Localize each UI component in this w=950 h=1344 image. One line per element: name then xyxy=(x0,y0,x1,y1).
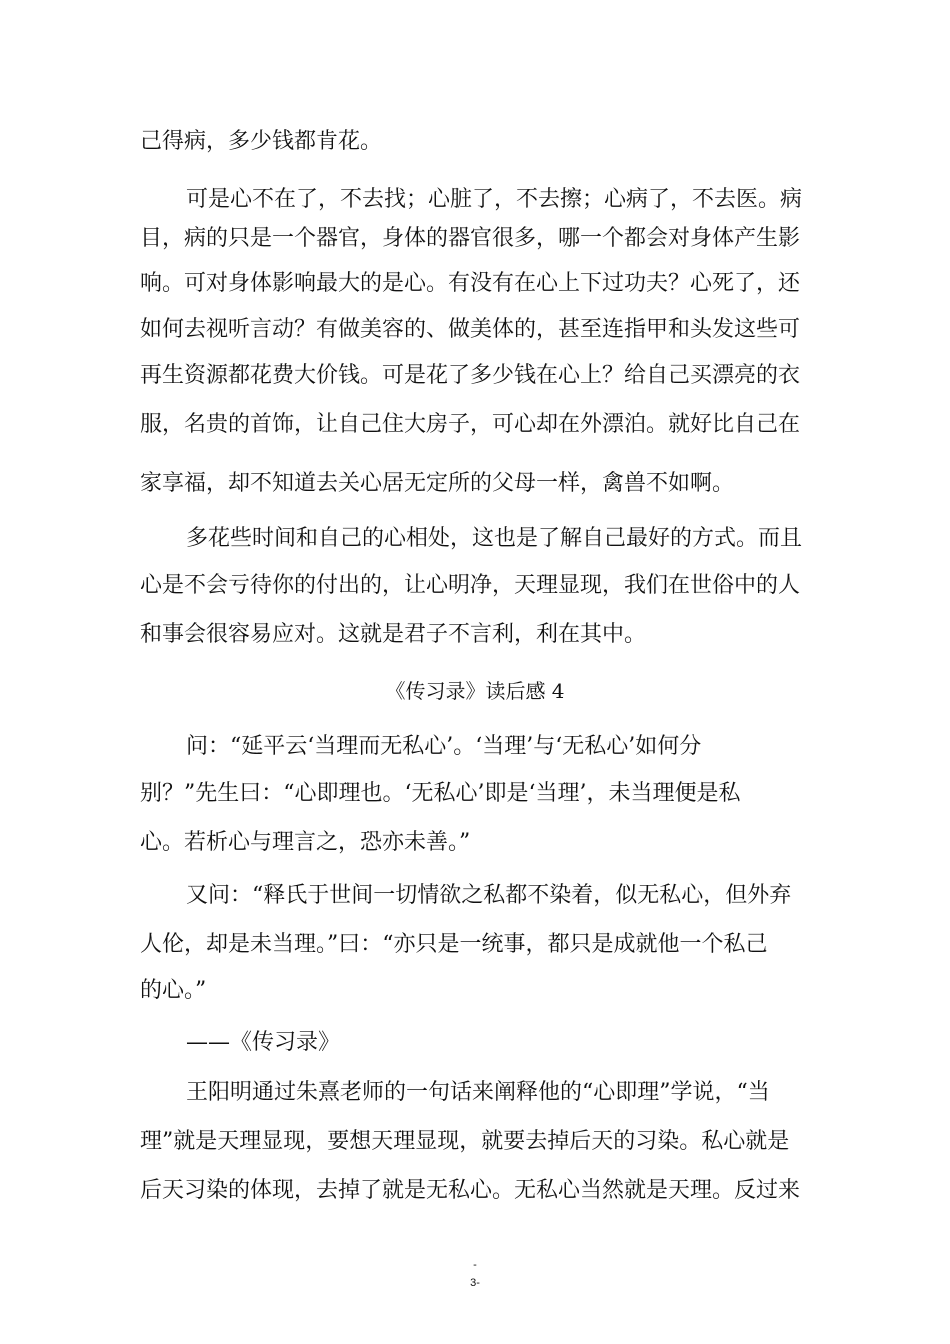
paragraph-line: 和事会很容易应对。这就是君子不言利，利在其中。 xyxy=(140,622,647,647)
paragraph-line: 如何去视听言动？有做美容的、做美体的，甚至连指甲和头发这些可 xyxy=(140,317,801,342)
paragraph-line: 心是不会亏待你的付出的，让心明净，天理显现，我们在世俗中的人 xyxy=(140,573,801,598)
paragraph-line: 可是心不在了，不去找；心脏了，不去擦；心病了，不去医。病 xyxy=(186,187,803,212)
paragraph-line: 心。若析心与理言之，恐亦未善。” xyxy=(140,830,471,855)
paragraph-line: 再生资源都花费大价钱。可是花了多少钱在心上？给自己买漂亮的衣 xyxy=(140,363,801,388)
paragraph-line: 问：“延平云‘当理而无私心’。‘当理’与‘无私心’如何分 xyxy=(186,734,702,759)
section-heading: 《传习录》读后感 4 xyxy=(385,679,565,703)
paragraph-line: 理”就是天理显现，要想天理显现，就要去掉后天的习染。私心就是 xyxy=(140,1129,790,1154)
footer-dash: - xyxy=(473,1259,477,1271)
paragraph-line: 多花些时间和自己的心相处，这也是了解自己最好的方式。而且 xyxy=(186,526,803,551)
paragraph-line: 响。可对身体影响最大的是心。有没有在心上下过功夫？心死了，还 xyxy=(140,271,801,296)
paragraph-line: 后天习染的体现，去掉了就是无私心。无私心当然就是天理。反过来 xyxy=(140,1178,801,1203)
paragraph-line: 的心。” xyxy=(140,978,207,1003)
paragraph-line: 人伦，却是未当理。”曰：“亦只是一统事，都只是成就他一个私己 xyxy=(140,932,768,957)
paragraph-line: 王阳明通过朱熹老师的一句话来阐释他的“心即理”学说，“当 xyxy=(186,1080,770,1105)
attribution-line: ——《传习录》 xyxy=(186,1030,341,1055)
paragraph-line: 己得病，多少钱都肯花。 xyxy=(140,129,383,154)
paragraph-line: 别？”先生曰：“心即理也。‘无私心’即是‘当理’，未当理便是私 xyxy=(140,781,741,806)
paragraph-line: 服，名贵的首饰，让自己住大房子，可心却在外漂泊。就好比自己在 xyxy=(140,412,801,437)
paragraph-line: 又问：“释氏于世间一切情欲之私都不染着，似无私心，但外弃 xyxy=(186,883,792,908)
paragraph-line: 目，病的只是一个器官，身体的器官很多，哪一个都会对身体产生影 xyxy=(140,226,801,251)
paragraph-line: 家享福，却不知道去关心居无定所的父母一样，禽兽不如啊。 xyxy=(140,471,735,496)
page-number: 3- xyxy=(470,1277,480,1289)
